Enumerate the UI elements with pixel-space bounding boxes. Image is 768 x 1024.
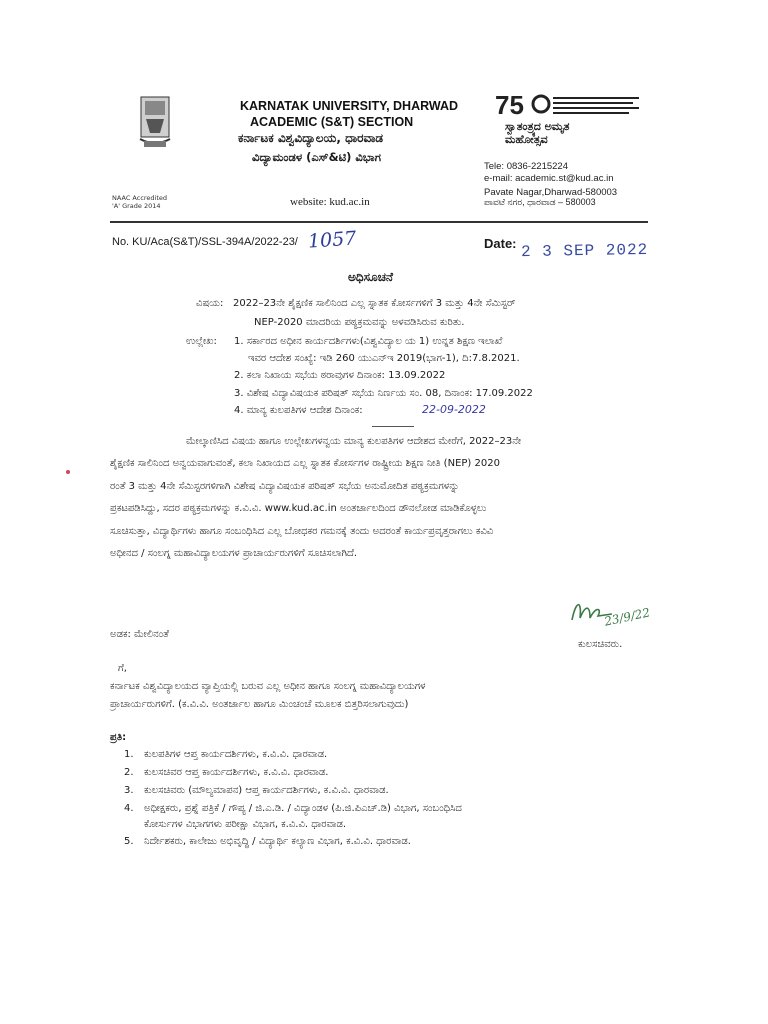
section-name-en: ACADEMIC (S&T) SECTION	[250, 115, 414, 129]
reference-handwritten: 1057	[307, 227, 358, 253]
short-divider	[372, 426, 414, 427]
body-line: ಶೈಕ್ಷಣಿಕ ಸಾಲಿನಿಂದ ಅನ್ವಯವಾಗುವಂತೆ, ಕಲಾ ನಿಖಾಯದ ಎಲ್ಲ ಸ್ನಾತಕ ಕೋರ್ಸಗಳ ರಾಷ್ಟ್ರೀಯ ಶಿಕ್ಷಣ ನೀತಿ (NEP) 2020	[110, 458, 500, 470]
body-paragraph	[110, 431, 646, 565]
telephone: Tele: 0836-2215224	[484, 161, 568, 172]
subject-line-2: NEP-2020 ಮಾದರಿಯ ಪಠ್ಯಕ್ರಮವನ್ನು ಅಳವಡಿಸಿರುವ ಕುರಿತು.	[254, 317, 465, 328]
to-label: ಗೆ,	[118, 663, 127, 674]
university-name-kn: ಕರ್ನಾಟಕ ವಿಶ್ವವಿದ್ಯಾಲಯ, ಧಾರವಾಡ	[238, 131, 384, 145]
subject-line-1: 2022–23ನೇ ಶೈಕ್ಷಣಿಕ ಸಾಲಿನಿಂದ ಎಲ್ಲ ಸ್ನಾತಕ ಕೋರ್ಸಗಳಿಗೆ 3 ಮತ್ತು 4ನೇ ಸೆಮಿಸ್ಟರ್	[233, 298, 516, 309]
amrit-mahotsav-text: ಸ್ವಾತಂತ್ರ್ಯದ ಅಮೃತ ಮಹೋತ್ಸವ	[505, 120, 570, 146]
amrit-mahotsav-icon	[493, 90, 641, 120]
copy-list-item: 2. ಕುಲಸಚಿವರ ಆಪ್ತ ಕಾರ್ಯದರ್ಶಿಗಳು, ಕ.ವಿ.ವಿ. ಧಾರವಾಡ.	[124, 767, 329, 778]
reference-number: No. KU/Aca(S&T)/SSL-394A/2022-23/	[112, 236, 298, 248]
amrit-mahotsav-logo	[493, 90, 641, 148]
naac-accreditation: NAAC Accredited 'A' Grade 2014	[112, 194, 168, 210]
date-label: Date:	[484, 236, 517, 251]
date-stamp: 2 3 SEP 2022	[520, 240, 649, 262]
body-line: ರಂತೆ 3 ಮತ್ತು 4ನೇ ಸೆಮಿಸ್ಟರಗಳಿಗಾಗಿ ವಿಶೇಷ ವಿದ್ಯಾವಿಷಯಕ ಪರಿಷತ್ ಸಭೆಯ ಅನುಮೋದಿತ ಪಠ್ಯಕ್ರಮಗಳನ್ನು	[110, 480, 460, 492]
university-name-en: KARNATAK UNIVERSITY, DHARWAD	[240, 99, 459, 113]
to-line-2: ಪ್ರಾಚಾರ್ಯರುಗಳಿಗೆ. (ಕ.ವಿ.ವಿ. ಅಂತರ್ಜಾಲ ಹಾಗೂ ಮಿಂಚಂಚೆ ಮೂಲಕ ಬಿತ್ತರಿಸಲಾಗುವುದು)	[110, 699, 409, 710]
copy-list-item-continued: ಕೋರ್ಸುಗಳ ವಿಭಾಗಗಳು ಪರೀಕ್ಷಾ ವಿಭಾಗ, ಕ.ವಿ.ವಿ. ಧಾರವಾಡ.	[144, 819, 347, 830]
references-label: ಉಲ್ಲೇಖ:	[186, 336, 217, 347]
university-emblem-icon	[138, 95, 172, 151]
body-line: ಅಧೀನದ / ಸಂಲಗ್ನ ಮಹಾವಿದ್ಯಾಲಯಗಳ ಪ್ರಾಚಾರ್ಯರುಗಳಿಗೆ ಸೂಚಿಸಲಾಗಿದೆ.	[110, 548, 358, 560]
address-en: Pavate Nagar,Dharwad-580003	[484, 187, 618, 198]
reference-handwritten-date: 22-09-2022	[422, 403, 486, 416]
copy-label: ಪ್ರತಿ:	[110, 732, 127, 743]
svg-text:75: 75	[495, 90, 524, 120]
email: e-mail: academic.st@kud.ac.in	[484, 173, 614, 184]
subject-label: ವಿಷಯ:	[196, 298, 224, 309]
reference-item: 2. ಕಲಾ ನಿಖಾಯ ಸಭೆಯ ಠರಾವುಗಳ ದಿನಾಂಕ: 13.09.2022	[234, 370, 446, 381]
website: website: kud.ac.in	[290, 196, 370, 208]
copy-list-item: 5. ನಿರ್ದೇಶಕರು, ಕಾಲೇಜು ಅಭಿವೃದ್ಧಿ / ವಿದ್ಯಾರ್ಥಿ ಕಲ್ಯಾಣ ವಿಭಾಗ, ಕ.ವಿ.ವಿ. ಧಾರವಾಡ.	[124, 836, 411, 847]
signature-scrawl: 23/9/22	[603, 605, 652, 629]
reference-item: 1. ಸರ್ಕಾರದ ಅಧೀನ ಕಾರ್ಯದರ್ಶಿಗಳು(ವಿಶ್ವವಿದ್ಯಾಲ ಯ 1) ಉನ್ನತ ಶಿಕ್ಷಣ ಇಲಾಖೆ	[234, 336, 503, 347]
section-name-kn: ವಿದ್ಯಾಮಂಡಳ (ಎಸ್&ಟಿ) ವಿಭಾಗ	[252, 150, 381, 164]
copy-list-item: 4. ಅಧೀಕ್ಷಕರು, ಪ್ರಶ್ನೆ ಪತ್ರಿಕೆ / ಗೌಪ್ಯ / ಜಿ.ಎ.ಡಿ. / ವಿದ್ಯಾಂಡಳ (ಪಿ.ಜಿ.ಪಿಎಚ್.ಡಿ) ವಿಭಾಗ, ಸಂಬಂಧಿಸಿದ	[124, 803, 462, 814]
to-line-1: ಕರ್ನಾಟಕ ವಿಶ್ವವಿದ್ಯಾಲಯದ ವ್ಯಾಪ್ತಿಯಲ್ಲಿ ಬರುವ ಎಲ್ಲ ಅಧೀನ ಹಾಗೂ ಸಂಲಗ್ನ ಮಹಾವಿದ್ಯಾಲಯಗಳ	[110, 681, 426, 692]
body-line: ಮೇಲ್ಕಾಣಿಸಿದ ವಿಷಯ ಹಾಗೂ ಉಲ್ಲೇಖಗಳನ್ವಯ ಮಾನ್ಯ ಕುಲಪತಿಗಳ ಆದೇಶದ ಮೇರೆಗೆ, 2022–23ನೇ	[186, 436, 522, 447]
body-line: ಪ್ರಕಟಪಡಿಸಿದ್ದು, ಸದರ ಪಠ್ಯಕ್ರಮಗಳನ್ನು ಕ.ವಿ.ವಿ. www.kud.ac.in ಅಂತರ್ಜಾಲದಿಂದ ಡೌನಲೋಡ ಮಾಡಿಕೊಳ್ಳಲು	[110, 503, 487, 515]
reference-item: 4. ಮಾನ್ಯ ಕುಲಪತಿಗಳ ಆದೇಶ ದಿನಾಂಕ:	[234, 405, 363, 416]
copy-list-item: 1. ಕುಲಪತಿಗಳ ಆಪ್ತ ಕಾರ್ಯದರ್ಶಿಗಳು, ಕ.ವಿ.ವಿ. ಧಾರವಾಡ.	[124, 749, 328, 760]
reference-item: 3. ವಿಶೇಷ ವಿದ್ಯಾವಿಷಯಕ ಪರಿಷತ್ ಸಭೆಯ ನಿರ್ಣಯ ಸಂ. 08, ದಿನಾಂಕ: 17.09.2022	[234, 388, 533, 399]
body-line: ಸೂಚಿಸುತ್ತಾ, ವಿದ್ಯಾರ್ಥಿಗಳು ಹಾಗೂ ಸಂಬಂಧಿಸಿದ ಎಲ್ಲ ಬೋಧಕರ ಗಮನಕ್ಕೆ ತಂದು ಅದರಂತೆ ಕಾರ್ಯಪ್ರವೃತ್ತರಾಗಲು ಕವಿವಿ	[110, 525, 494, 537]
signatory-title: ಕುಲಸಚಿವರು.	[578, 639, 623, 650]
copy-list-item: 3. ಕುಲಸಚಿವರು (ಮೌಲ್ಯಮಾಪನ) ಆಪ್ತ ಕಾರ್ಯದರ್ಶಿಗಳು, ಕ.ವಿ.ವಿ. ಧಾರವಾಡ.	[124, 785, 389, 796]
header-divider	[110, 221, 648, 223]
notification-title: ಅಧಿಸೂಚನೆ	[348, 270, 394, 284]
margin-mark	[66, 470, 70, 474]
address-kn: ಪಾವಟೆ ನಗರ, ಧಾರವಾಡ – 580003	[484, 197, 596, 207]
reference-item: ಇವರ ಆದೇಶ ಸಂಖ್ಯೆ: ಇಡಿ 260 ಯುಎನ್ಇ 2019(ಭಾಗ-1), ದಿ:7.8.2021.	[248, 353, 520, 364]
enclosure: ಅಡಕ: ಮೇಲಿನಂತೆ	[110, 629, 169, 640]
